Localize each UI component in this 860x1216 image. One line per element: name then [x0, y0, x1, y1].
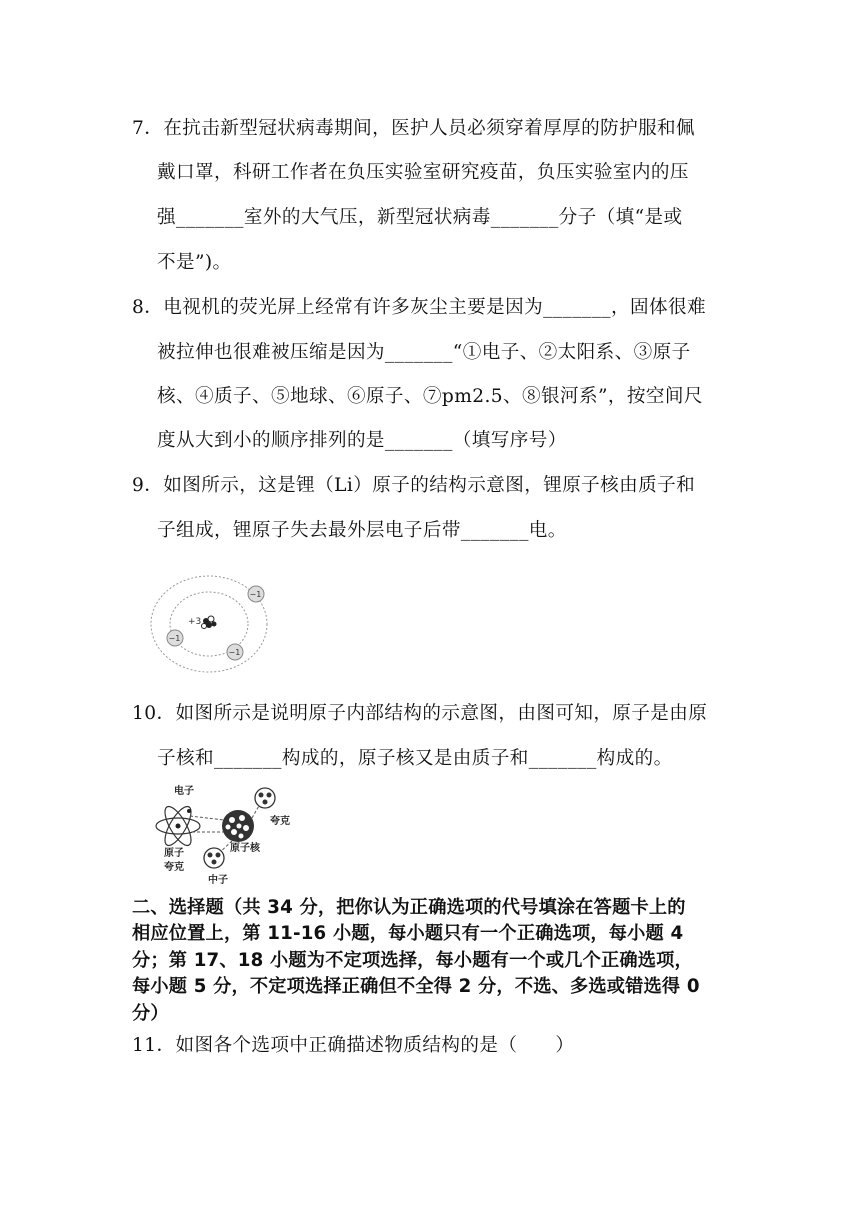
atom-structure-figure: [150, 784, 300, 888]
label-nucleus: 原子核: [230, 843, 260, 854]
svg-text:−1: −1: [228, 648, 241, 657]
electron-top-right: [248, 586, 264, 602]
label-quark-left: 夸克: [164, 862, 184, 873]
q11-line: 11．如图各个选项中正确描述物质结构的是（ ）: [132, 1035, 575, 1056]
nucleus-icon: [222, 810, 254, 842]
q8-line-2: 被拉伸也很难被压缩是因为_______“①电子、②太阳系、③原子: [157, 342, 691, 363]
q7-line-2: 戴口罩，科研工作者在负压实验室研究疫苗，负压实验室内的压: [157, 162, 689, 183]
q7-line-3: 强_______室外的大气压，新型冠状病毒_______分子（填“是或: [157, 207, 683, 228]
section2-line-5: 分）: [132, 1003, 169, 1024]
lithium-atom-figure: [148, 572, 278, 678]
section2-line-4: 每小题 5 分，不定项选择正确但不全得 2 分，不选、多选或错选得 0: [132, 976, 700, 997]
proton-icon: [255, 788, 275, 808]
q7-line-1: 7．在抗击新型冠状病毒期间，医护人员必须穿着厚厚的防护服和佩: [132, 118, 696, 139]
nucleus-charge-label: +3: [188, 617, 202, 627]
svg-text:−1: −1: [249, 590, 262, 599]
label-neutron: 中子: [208, 875, 228, 886]
q8-line-1: 8．电视机的荧光屏上经常有许多灰尘主要是因为_______，固体很难: [132, 297, 706, 318]
q10-line-2: 子核和_______构成的，原子核又是由质子和_______构成的。: [157, 748, 673, 769]
q9-line-2: 子组成，锂原子失去最外层电子后带_______电。: [157, 520, 567, 541]
neutron-icon: [204, 848, 224, 868]
electron-left: [167, 630, 183, 646]
q10-line-1: 10．如图所示是说明原子内部结构的示意图，由图可知，原子是由原: [132, 703, 708, 724]
label-atom: 原子: [164, 848, 184, 859]
label-electron: 电子: [174, 786, 194, 797]
label-quark-right: 夸克: [270, 816, 290, 827]
q9-line-1: 9．如图所示，这是锂（Li）原子的结构示意图，锂原子核由质子和: [132, 475, 696, 496]
electron-bottom-right: [227, 644, 243, 660]
q8-line-3: 核、④质子、⑤地球、⑥原子、⑦pm2.5、⑧银河系”，按空间尺: [157, 386, 703, 407]
section2-line-1: 二、选择题（共 34 分，把你认为正确选项的代号填涂在答题卡上的: [132, 897, 686, 918]
q8-line-4: 度从大到小的顺序排列的是_______（填写序号）: [157, 430, 567, 451]
nucleus: [202, 616, 217, 629]
section2-line-2: 相应位置上，第 11-16 小题，每小题只有一个正确选项，每小题 4: [132, 923, 684, 944]
svg-text:−1: −1: [168, 634, 181, 643]
section2-line-3: 分；第 17、18 小题为不定项选择，每小题有一个或几个正确选项，: [132, 950, 693, 971]
atom-icon: [156, 803, 200, 849]
q7-line-4: 不是”)。: [157, 252, 232, 273]
